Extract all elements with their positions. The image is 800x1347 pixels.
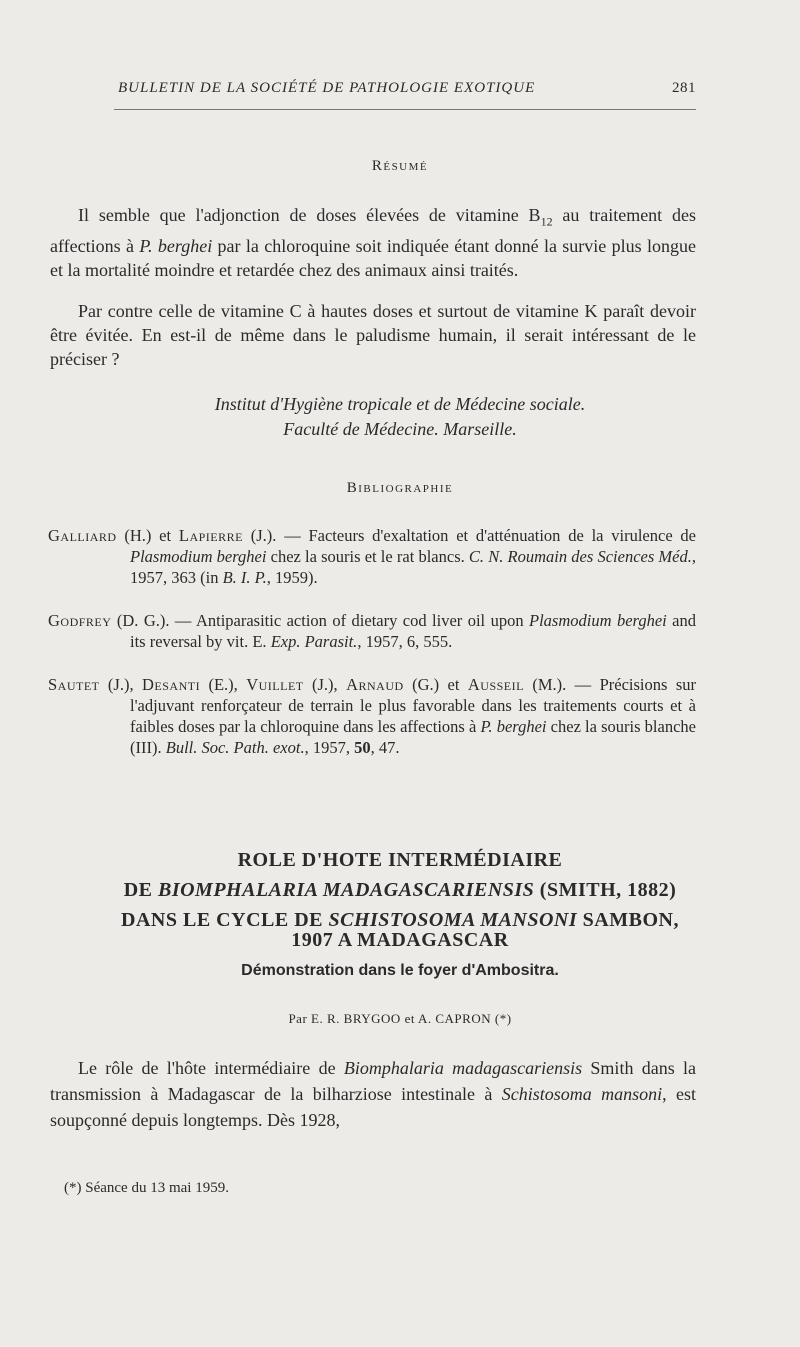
article-byline: Par E. R. BRYGOO et A. CAPRON (*) <box>288 1011 512 1026</box>
title-text: DANS LE CYCLE DE <box>121 909 329 931</box>
header-rule <box>114 109 696 110</box>
journal-name: Bull. Soc. Path. exot. <box>165 738 305 757</box>
reference-3 <box>48 674 696 758</box>
resume-heading: Résumé <box>371 158 429 174</box>
article-title-line-4: 1907 A MADAGASCAR <box>291 929 509 951</box>
author-name: Lapierre <box>178 526 243 545</box>
article-subtitle: Démonstration dans le foyer d'Ambositra. <box>241 962 559 979</box>
ref-text: chez la souris et le rat blancs. <box>266 547 469 566</box>
species-name: Plasmodium berghei <box>130 547 267 566</box>
species-name: P. berghei <box>139 235 213 256</box>
ref-text: (J.). — Facteurs d'exaltation et d'atténuation de la virulence de <box>242 526 696 545</box>
species-name: P. berghei <box>480 717 547 736</box>
title-text: DE <box>123 879 158 901</box>
author-name: Desanti <box>141 675 201 694</box>
ref-text: (M.). — Précisions sur l'adjuvant renforçateur de terrain le plus favorable dans les traitements courts et à faibles doses par la chloroquine dans les affections à <box>130 675 696 736</box>
author-name: Ausseil <box>467 675 524 694</box>
title-text: (SMITH, 1882) <box>534 879 677 901</box>
ref-text: (D. G.). — Antiparasitic action of dietary cod liver oil upon <box>111 611 530 630</box>
ref-text: , 47. <box>370 738 400 757</box>
ref-text: , 1959). <box>266 568 318 587</box>
resume-p2-text: Par contre celle de vitamine C à hautes doses et surtout de vitamine K paraît devoir être évitée. En est-il de même dans le paludisme humain, il serait intéressant de le préciser ? <box>50 301 696 369</box>
species-name: BIOMPHALARIA MADAGASCARIENSIS <box>157 879 535 901</box>
author-name: Arnaud <box>346 675 404 694</box>
resume-paragraph-2 <box>50 299 696 371</box>
species-name: SCHISTOSOMA MANSONI <box>328 909 578 931</box>
body-text: Le rôle de l'hôte intermédiaire de <box>78 1058 344 1078</box>
journal-name: Exp. Parasit. <box>270 632 358 651</box>
volume-number: 50 <box>354 738 371 757</box>
author-name: Galliard <box>48 526 117 545</box>
species-name: Schistosoma mansoni <box>501 1084 663 1104</box>
ref-text: , 1957, <box>304 738 355 757</box>
ref-text: , 1957, 363 (in <box>130 547 696 587</box>
footnote: (*) Séance du 13 mai 1959. <box>64 1180 229 1196</box>
body-text: , est soupçonné depuis longtemps. Dès 1928, <box>50 1084 696 1130</box>
affiliation-line-2: Faculté de Médecine. Marseille. <box>283 419 517 439</box>
article-title-line-1: ROLE D'HOTE INTERMÉDIAIRE <box>237 849 563 871</box>
ref-text: (H.) et <box>116 526 179 545</box>
running-header <box>118 80 696 97</box>
ref-text: and its reversal by vit. E. <box>130 611 697 651</box>
title-text: SAMBON, <box>577 909 679 931</box>
resume-paragraph-1 <box>50 203 696 282</box>
affiliation-line-1: Institut d'Hygiène tropicale et de Médecine sociale. <box>214 394 586 414</box>
journal-title: BULLETIN DE LA SOCIÉTÉ DE PATHOLOGIE EXOTIQUE <box>118 80 536 96</box>
ref-text: (E.), <box>200 675 247 694</box>
ref-text: (J.), <box>99 675 142 694</box>
reference-1 <box>48 525 696 588</box>
ref-text: chez la souris blanche (III). <box>130 717 696 757</box>
resume-p1-text-a: Il semble que l'adjonction de doses élevées de vitamine B <box>78 205 541 225</box>
species-name: Plasmodium berghei <box>529 611 667 630</box>
bibliography-heading: Bibliographie <box>346 480 454 496</box>
species-name: Biomphalaria madagascariensis <box>343 1058 583 1078</box>
journal-name: C. N. Roumain des Sciences Méd. <box>468 547 692 566</box>
body-text: Smith dans la transmission à Madagascar de la bilharziose intestinale à <box>50 1058 696 1104</box>
author-name: Vuillet <box>246 675 304 694</box>
vitamin-subscript: 12 <box>540 214 553 229</box>
resume-p1-text-b: au traitement des affections à <box>50 205 697 256</box>
author-name: Godfrey <box>48 611 112 630</box>
page-number: 281 <box>672 80 696 96</box>
reference-2 <box>48 610 696 652</box>
article-title-line-2 <box>30 875 770 905</box>
article-body-paragraph <box>50 1055 696 1133</box>
resume-p1-text-c: par la chloroquine soit indiquée étant donné la survie plus longue et la mortalité moindre et retardée chez des animaux ainsi traités. <box>50 235 696 280</box>
ref-text: (J.), <box>303 675 347 694</box>
journal-name: B. I. P. <box>222 568 267 587</box>
ref-text: (G.) et <box>403 675 468 694</box>
author-name: Sautet <box>48 675 100 694</box>
ref-text: , 1957, 6, 555. <box>357 632 453 651</box>
